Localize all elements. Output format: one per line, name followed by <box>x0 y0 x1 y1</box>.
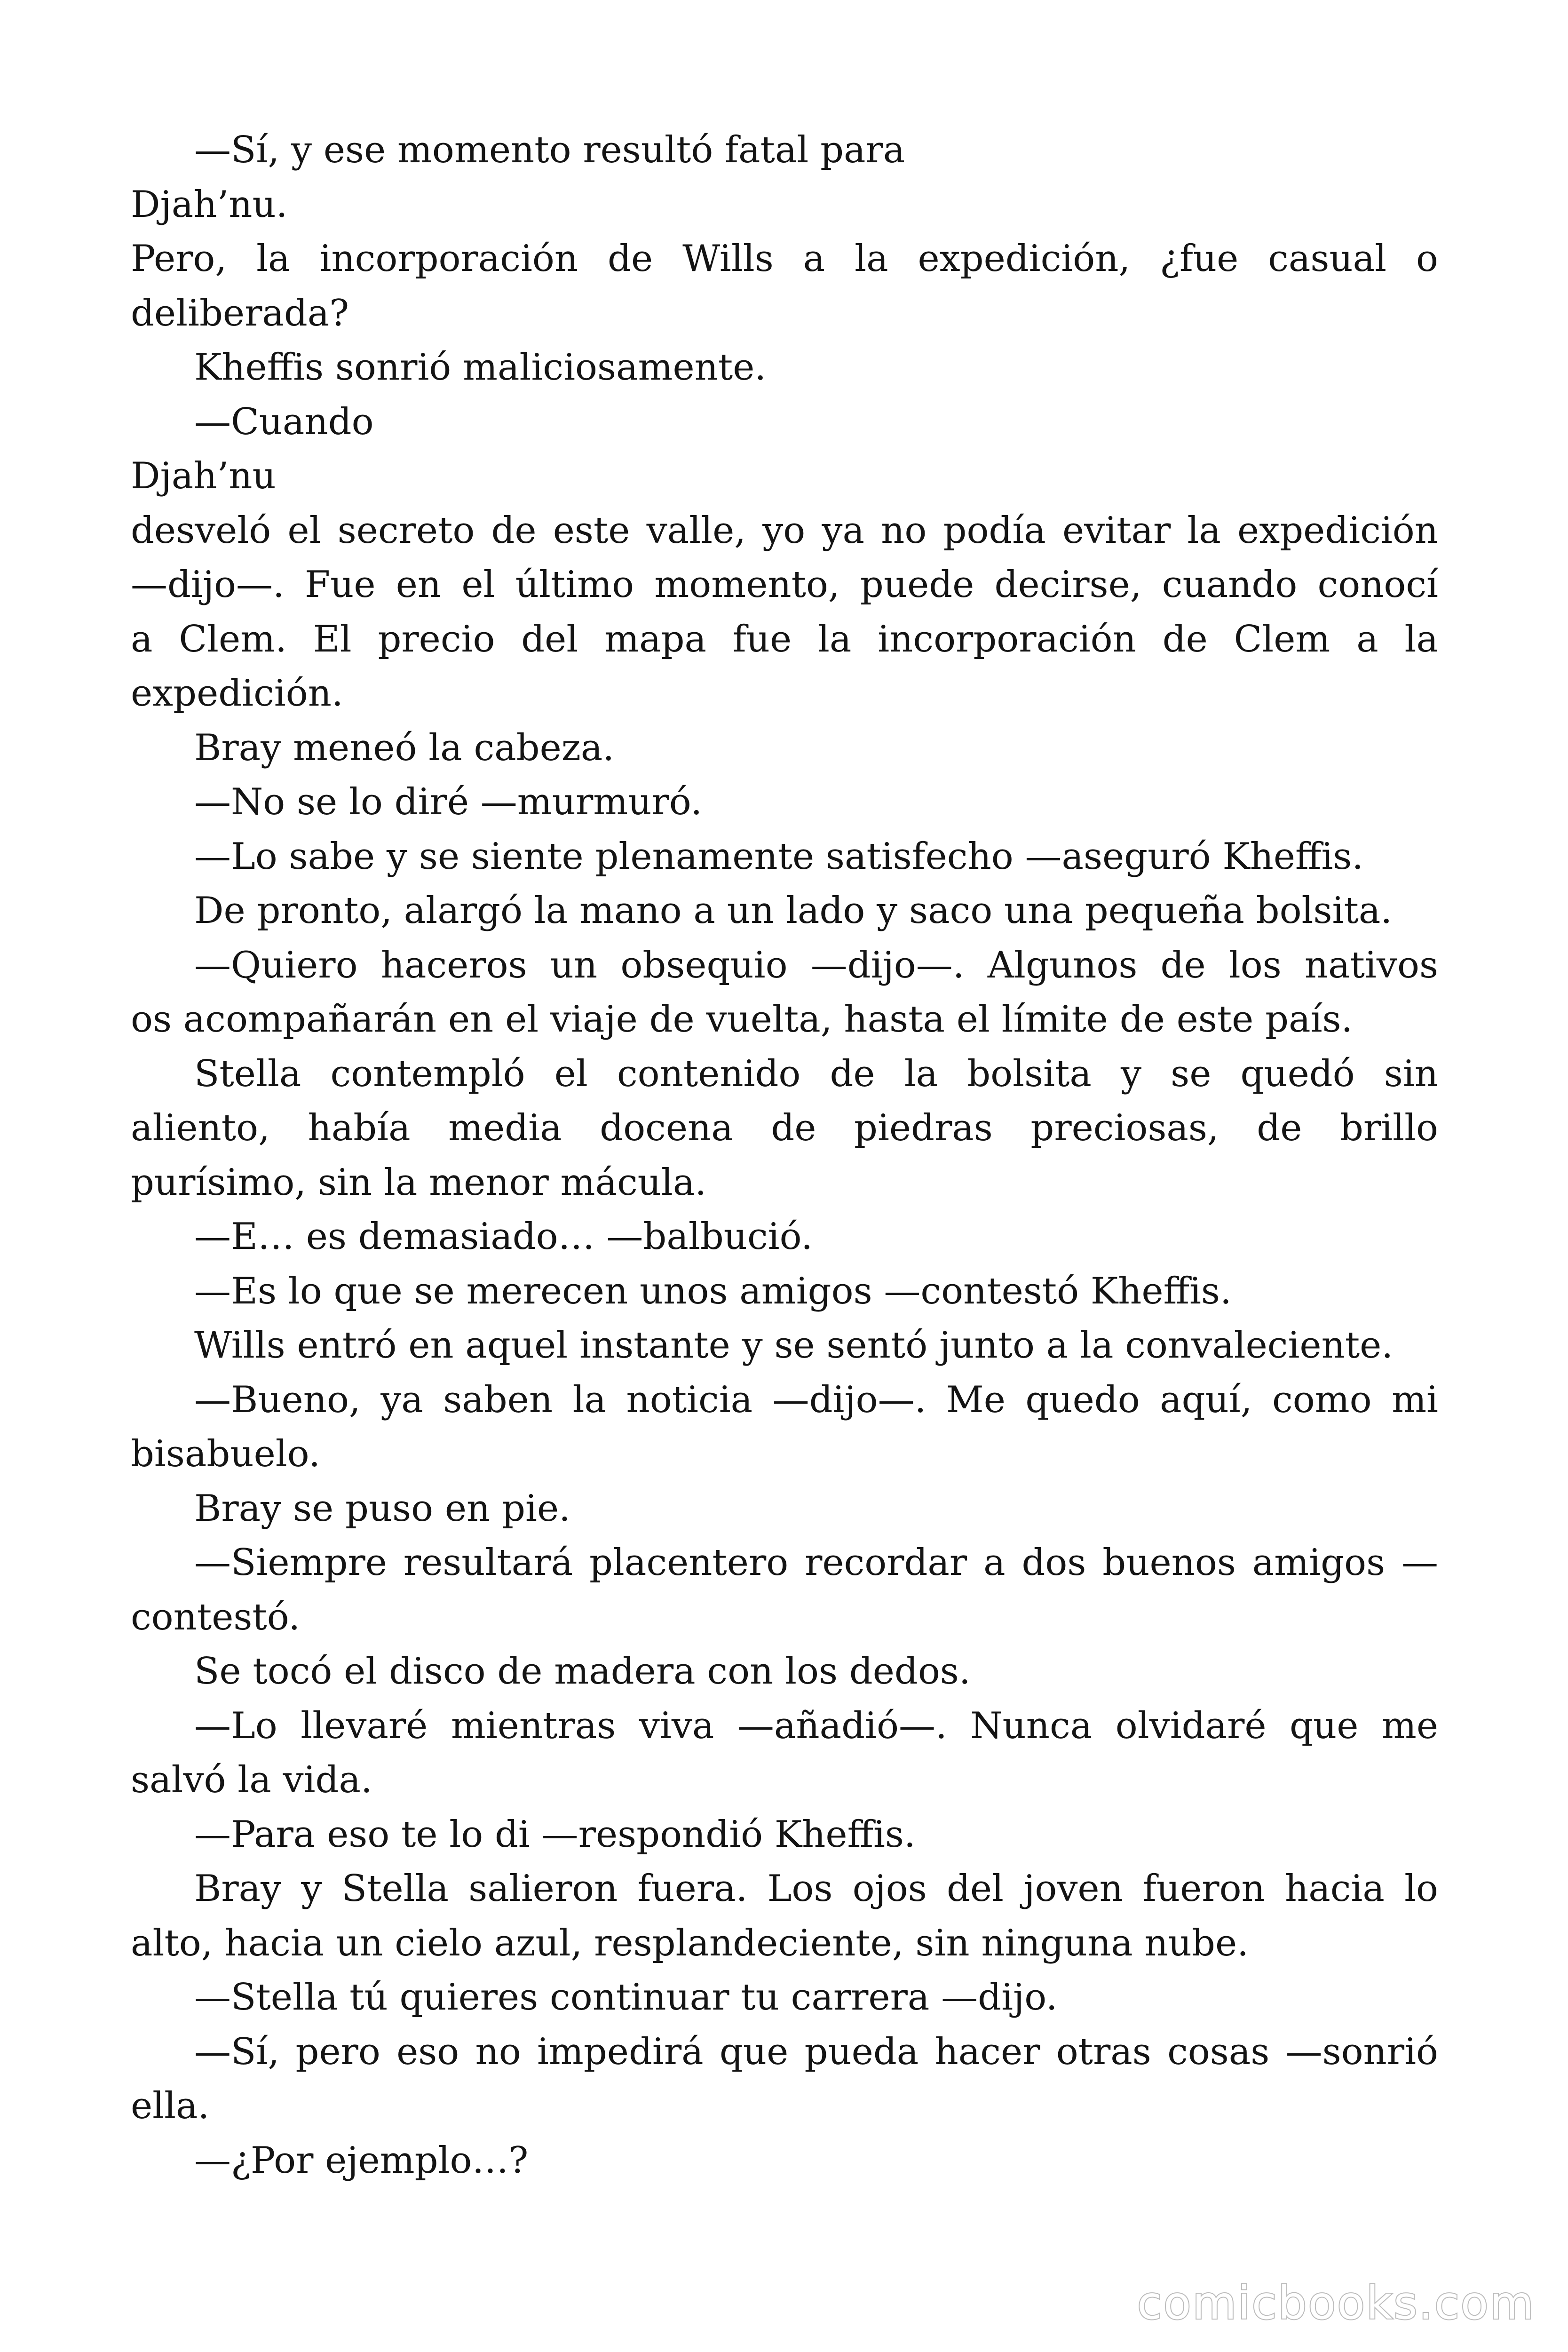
text-line: Kheffis sonrió maliciosamente. <box>194 346 767 389</box>
text-line: ella. <box>131 2085 210 2127</box>
text-line: —Siempre resultará placentero recordar a dos buenos amigos — <box>194 1542 1438 1584</box>
text-line: contestó. <box>131 1596 301 1638</box>
text-line: Bray se puso en pie. <box>194 1487 570 1530</box>
text-line: —Es lo que se merecen unos amigos —contestó Kheffis. <box>194 1270 1232 1312</box>
text-line: os acompañarán en el viaje de vuelta, hasta el límite de este país. <box>131 998 1353 1041</box>
text-line: Se tocó el disco de madera con los dedos. <box>194 1650 971 1692</box>
text-line: —Para eso te lo di —respondió Kheffis. <box>194 1813 916 1856</box>
text-line: Bray y Stella salieron fuera. Los ojos del joven fueron hacia lo <box>194 1867 1438 1910</box>
text-line: —E… es demasiado… —balbució. <box>194 1216 813 1258</box>
text-line: De pronto, alargó la mano a un lado y saco una pequeña bolsita. <box>194 890 1393 932</box>
text-line: purísimo, sin la menor mácula. <box>131 1161 707 1204</box>
text-line: —Lo llevaré mientras viva —añadió—. Nunca olvidaré que me <box>194 1704 1438 1747</box>
text-line: —dijo—. Fue en el último momento, puede decirse, cuando conocí <box>131 564 1438 606</box>
text-line: —Bueno, ya saben la noticia —dijo—. Me quedo aquí, como mi <box>194 1378 1438 1421</box>
text-line: Bray meneó la cabeza. <box>194 726 615 769</box>
text-line: —Sí, y ese momento resultó fatal para <box>194 129 905 171</box>
body-text <box>131 123 1438 2188</box>
text-line: —No se lo diré —murmuró. <box>194 781 703 823</box>
text-line: —Stella tú quieres continuar tu carrera —dijo. <box>194 1976 1058 2018</box>
text-line: deliberada? <box>131 292 349 334</box>
text-line: Wills entró en aquel instante y se sentó junto a la convaleciente. <box>194 1324 1394 1367</box>
text-line: —¿Por ejemplo…? <box>194 2139 529 2182</box>
text-line: Djah’nu. <box>131 183 288 226</box>
text-line: a Clem. El precio del mapa fue la incorporación de Clem a la <box>131 618 1438 660</box>
text-line: Stella contempló el contenido de la bolsita y se quedó sin <box>194 1052 1438 1095</box>
text-line: Djah’nu <box>131 455 276 497</box>
watermark-logo: comicbooks.com <box>1137 2277 1535 2329</box>
text-line: desveló el secreto de este valle, yo ya no podía evitar la expedición <box>131 509 1438 552</box>
text-line: bisabuelo. <box>131 1433 321 1475</box>
text-line: —Lo sabe y se siente plenamente satisfecho —aseguró Kheffis. <box>194 835 1364 878</box>
text-line: expedición. <box>131 672 343 715</box>
text-line: alto, hacia un cielo azul, resplandeciente, sin ninguna nube. <box>131 1922 1249 1964</box>
text-line: —Quiero haceros un obsequio —dijo—. Algunos de los nativos <box>194 944 1438 986</box>
text-line: —Sí, pero eso no impedirá que pueda hacer otras cosas —sonrió <box>194 2030 1438 2073</box>
text-line: Pero, la incorporación de Wills a la expedición, ¿fue casual o <box>131 238 1438 280</box>
text-line: aliento, había media docena de piedras preciosas, de brillo <box>131 1107 1438 1149</box>
text-line: —Cuando <box>194 400 374 443</box>
text-line: salvó la vida. <box>131 1759 372 1801</box>
